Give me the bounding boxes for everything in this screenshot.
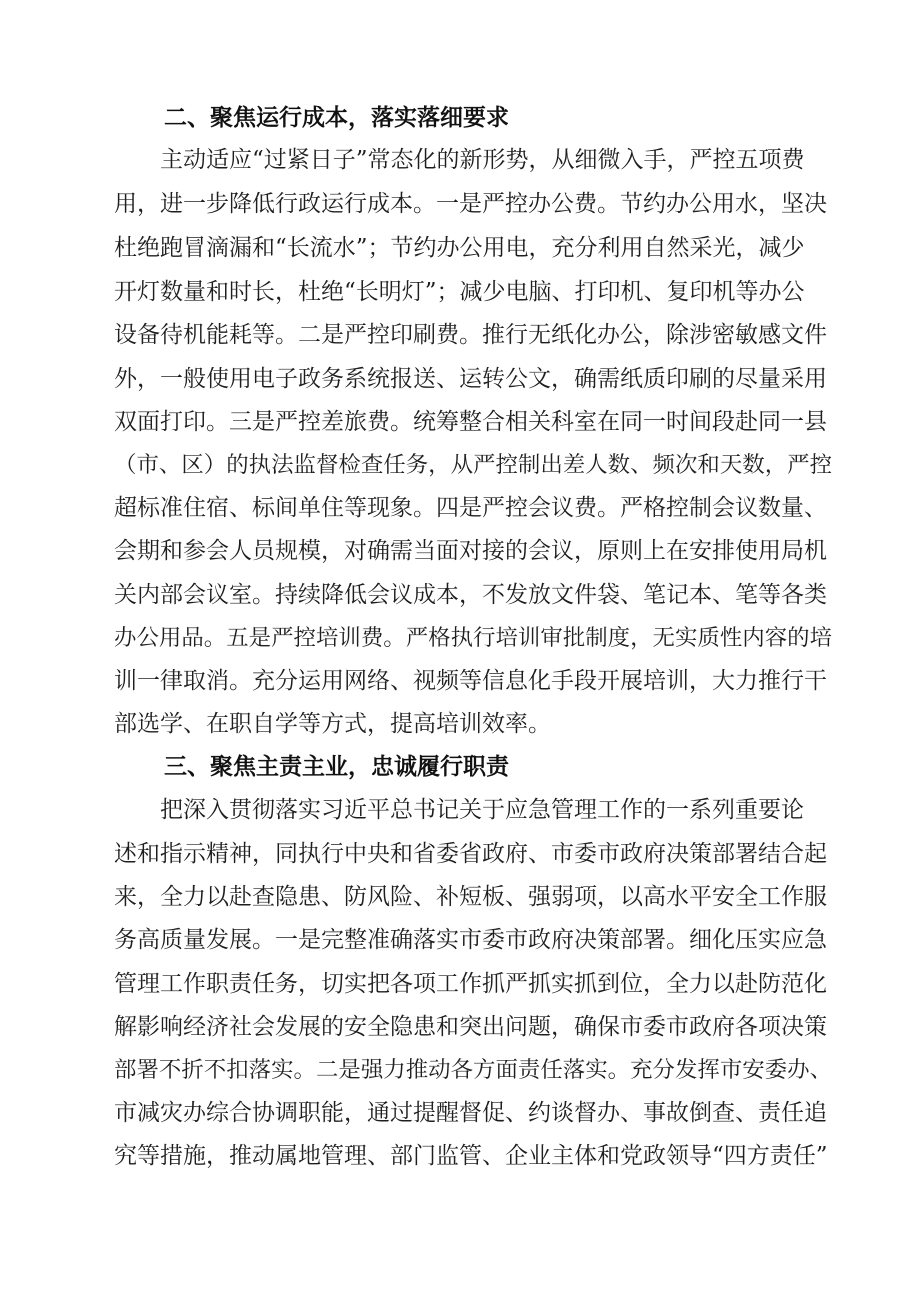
paragraph-line: 来，全力以赴查隐患、防风险、补短板、强弱项，以高水平安全工作服 [114, 884, 827, 910]
paragraph-line: 部署不折不扣落实。二是强力推动各方面责任落实。充分发挥市安委办、 [114, 1057, 833, 1083]
section-heading-3: 三、聚焦主责主业，忠诚履行职责 [164, 754, 509, 780]
paragraph-line: 解影响经济社会发展的安全隐患和突出问题，确保市委市政府各项决策 [114, 1014, 827, 1040]
paragraph-line: 办公用品。五是严控培训费。严格执行培训审批制度，无实质性内容的培 [114, 625, 833, 651]
paragraph-line: 述和指示精神，同执行中央和省委省政府、市委市政府决策部署结合起 [114, 841, 827, 867]
section-heading-2: 二、聚焦运行成本，落实落细要求 [164, 105, 509, 131]
paragraph-line: 开灯数量和时长，杜绝“长明灯”；减少电脑、打印机、复印机等办公 [114, 279, 805, 305]
paragraph-line: 管理工作职责任务，切实把各项工作抓严抓实抓到位，全力以赴防范化 [114, 971, 827, 997]
paragraph-line: 杜绝跑冒滴漏和“长流水”；节约办公用电，充分利用自然采光，减少 [114, 235, 805, 261]
paragraph-line: 究等措施，推动属地管理、部门监管、企业主体和党政领导“四方责任” [114, 1143, 828, 1169]
paragraph-line: 部选学、在职自学等方式，提高培训效率。 [114, 711, 551, 737]
paragraph-line: 外，一般使用电子政务系统报送、运转公文，确需纸质印刷的尽量采用 [114, 366, 827, 392]
paragraph-line: 双面打印。三是严控差旅费。统筹整合相关科室在同一时间段赴同一县 [114, 409, 827, 435]
paragraph-line: 把深入贯彻落实习近平总书记关于应急管理工作的一系列重要论 [160, 797, 804, 823]
paragraph-line: 市减灾办综合协调职能，通过提醒督促、约谈督办、事故倒查、责任追 [114, 1100, 827, 1126]
paragraph-line: 会期和参会人员规模，对确需当面对接的会议，原则上在安排使用局机 [114, 538, 827, 564]
paragraph-line: 超标准住宿、标间单住等现象。四是严控会议费。严格控制会议数量、 [114, 495, 827, 521]
paragraph-line: 务高质量发展。一是完整准确落实市委市政府决策部署。细化压实应急 [114, 927, 827, 953]
paragraph-line: 用，进一步降低行政运行成本。一是严控办公费。节约办公用水，坚决 [114, 191, 827, 217]
paragraph-line: （市、区）的执法监督检查任务，从严控制出差人数、频次和天数，严控 [114, 452, 833, 478]
paragraph-line: 设备待机能耗等。二是严控印刷费。推行无纸化办公，除涉密敏感文件 [114, 322, 827, 348]
paragraph-line: 主动适应“过紧日子”常态化的新形势，从细微入手，严控五项费 [160, 147, 805, 173]
paragraph-line: 训一律取消。充分运用网络、视频等信息化手段开展培训，大力推行干 [114, 668, 827, 694]
paragraph-line: 关内部会议室。持续降低会议成本，不发放文件袋、笔记本、笔等各类 [114, 582, 827, 608]
